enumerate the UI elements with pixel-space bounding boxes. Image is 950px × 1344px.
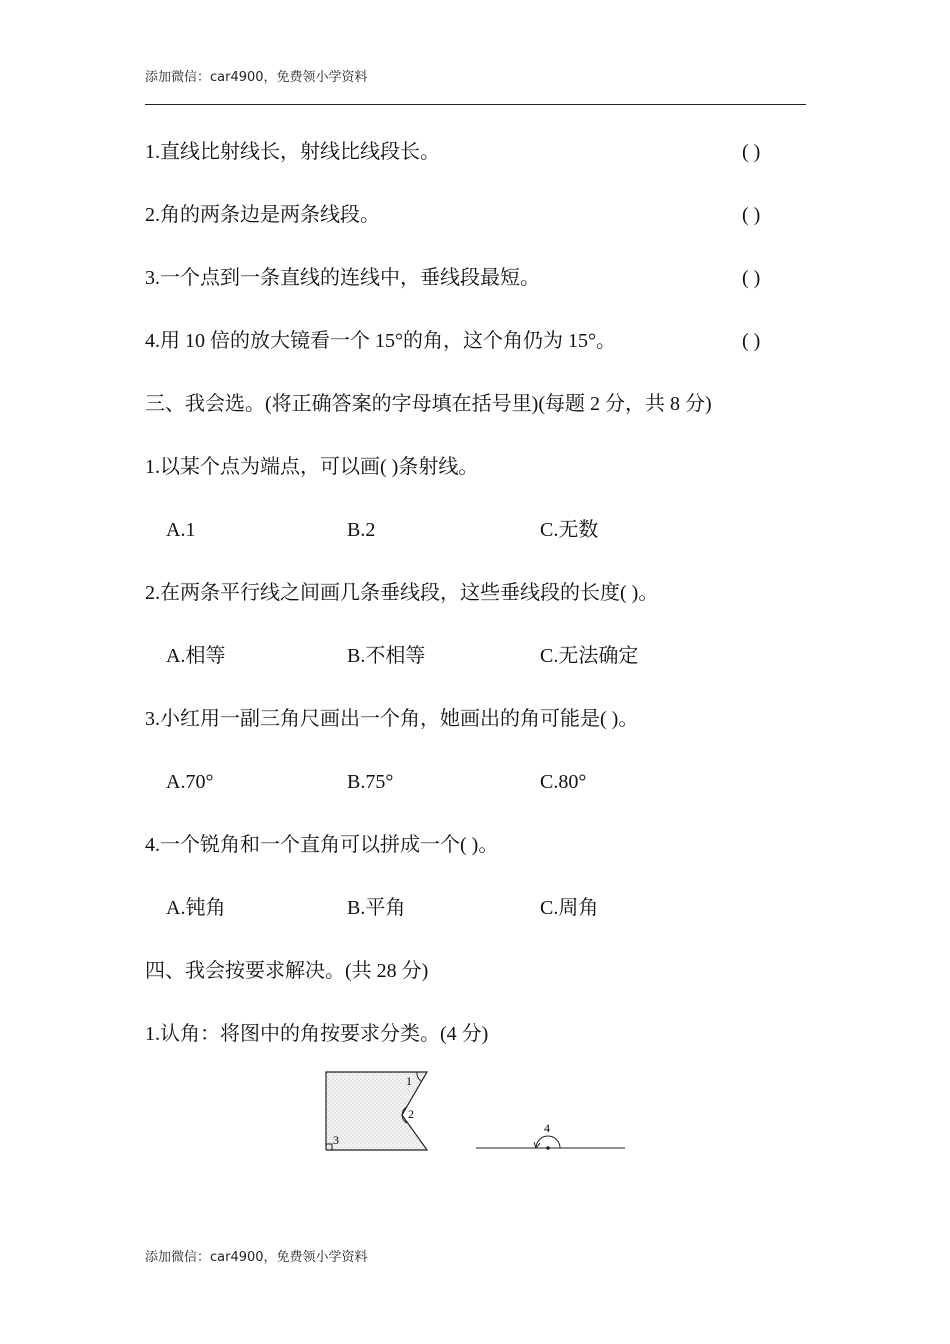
angle-diagram [320, 1066, 640, 1166]
choice-4-option-c[interactable]: C.周角 [540, 897, 599, 919]
choice-1-option-c[interactable]: C.无数 [540, 519, 599, 541]
section4-question-1: 1.认角：将图中的角按要求分类。(4 分) [145, 1023, 489, 1045]
angle-4-label: 4 [544, 1121, 550, 1135]
choice-question-3: 3.小红用一副三角尺画出一个角，她画出的角可能是( )。 [145, 708, 639, 730]
choice-2-option-a[interactable]: A.相等 [166, 645, 226, 667]
choice-4-option-a[interactable]: A.钝角 [166, 897, 226, 919]
choice-1-option-a[interactable]: A.1 [166, 519, 196, 541]
choice-3-option-b[interactable]: B.75° [347, 771, 394, 793]
angle-figure [320, 1066, 640, 1171]
judge-item-1: 1.直线比射线长，射线比线段长。 [145, 141, 440, 163]
choice-question-4: 4.一个锐角和一个直角可以拼成一个( )。 [145, 834, 499, 856]
header-divider [145, 104, 806, 105]
choice-2-option-c[interactable]: C.无法确定 [540, 645, 639, 667]
section3-title: 三、我会选。(将正确答案的字母填在括号里)(每题 2 分，共 8 分) [145, 393, 712, 415]
angle-3-label: 3 [333, 1133, 339, 1147]
choice-3-option-a[interactable]: A.70° [166, 771, 214, 793]
choice-1-option-b[interactable]: B.2 [347, 519, 376, 541]
judge-answer-3[interactable]: ( ) [742, 267, 761, 289]
judge-answer-2[interactable]: ( ) [742, 204, 761, 226]
footer-note: 添加微信：car4900，免费领小学资料 [145, 1250, 368, 1265]
judge-answer-1[interactable]: ( ) [742, 141, 761, 163]
section4-title: 四、我会按要求解决。(共 28 分) [145, 960, 429, 982]
angle-2-label: 2 [408, 1107, 414, 1121]
judge-item-4: 4.用 10 倍的放大镜看一个 15°的角，这个角仍为 15°。 [145, 330, 616, 352]
judge-item-2: 2.角的两条边是两条线段。 [145, 204, 380, 226]
choice-question-1: 1.以某个点为端点，可以画( )条射线。 [145, 456, 479, 478]
angle-4-arc [536, 1136, 560, 1148]
header-note: 添加微信：car4900，免费领小学资料 [145, 70, 368, 85]
judge-answer-4[interactable]: ( ) [742, 330, 761, 352]
vertex-point [546, 1146, 550, 1150]
choice-4-option-b[interactable]: B.平角 [347, 897, 406, 919]
choice-2-option-b[interactable]: B.不相等 [347, 645, 426, 667]
angle-1-label: 1 [406, 1074, 412, 1088]
choice-question-2: 2.在两条平行线之间画几条垂线段，这些垂线段的长度( )。 [145, 582, 659, 604]
judge-item-3: 3.一个点到一条直线的连线中，垂线段最短。 [145, 267, 540, 289]
choice-3-option-c[interactable]: C.80° [540, 771, 587, 793]
